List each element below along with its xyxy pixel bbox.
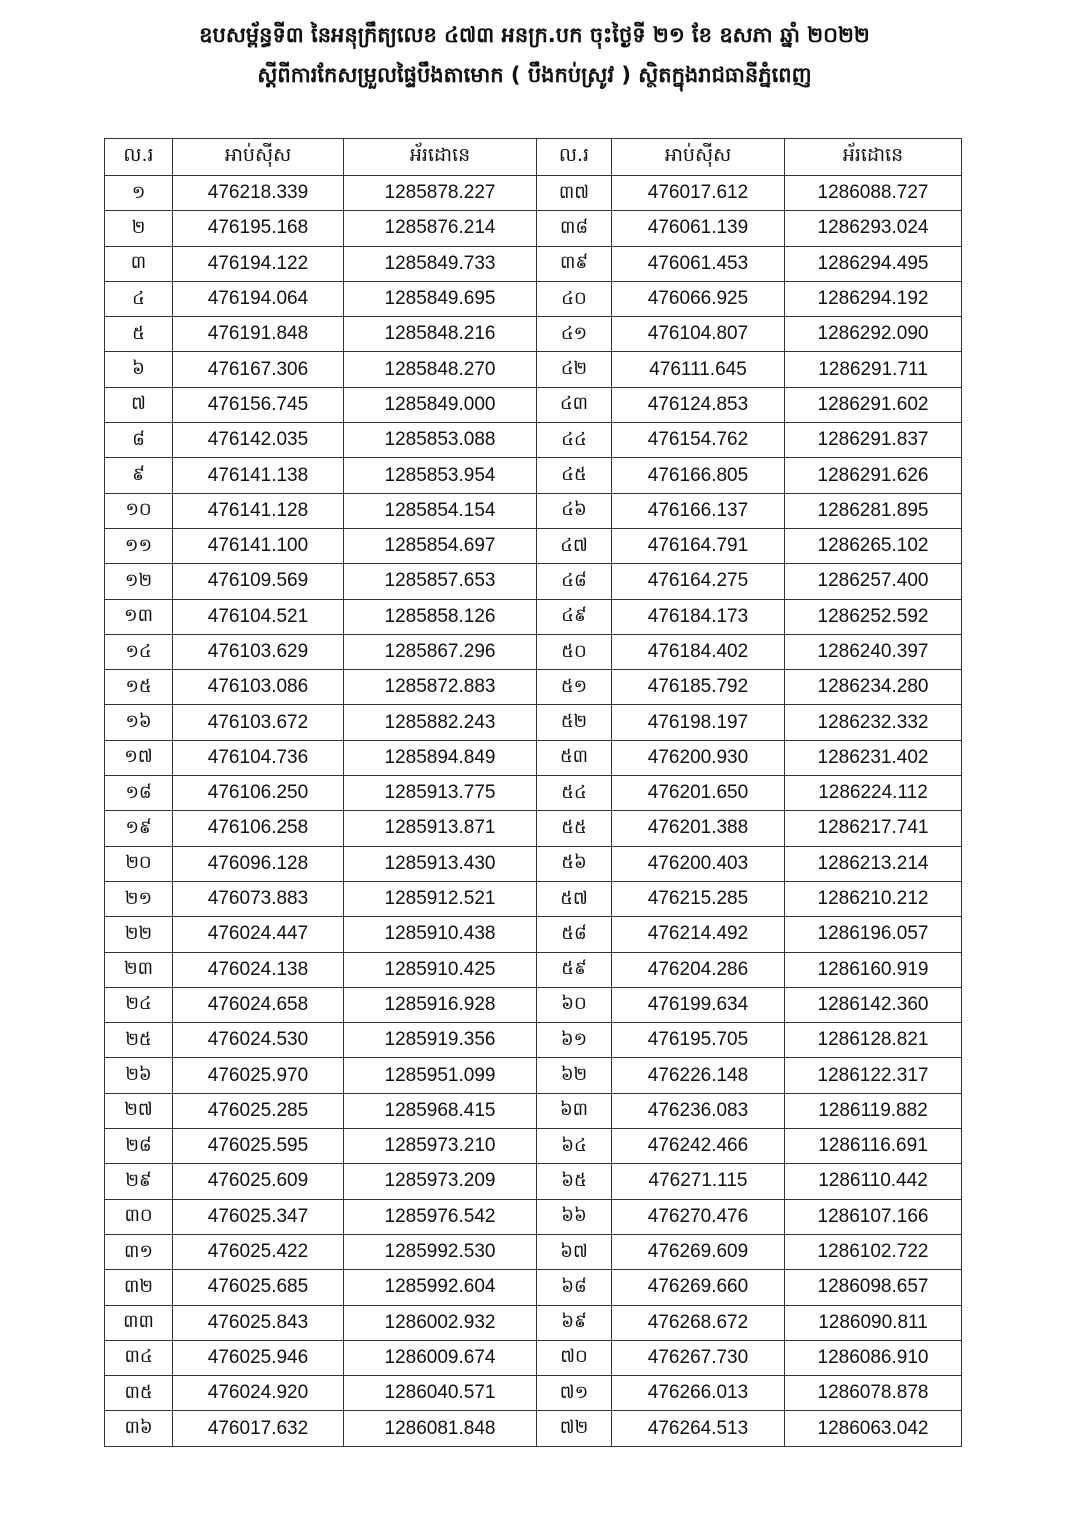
column-header-abscissa: អាប់ស៊ីស bbox=[173, 139, 344, 176]
column-header-no-2: ល.រ bbox=[537, 139, 612, 176]
table-row bbox=[105, 1199, 962, 1234]
ordinate-value: 1286002.932 bbox=[344, 1305, 537, 1340]
point-number-2: ៥៨ bbox=[537, 917, 612, 952]
point-number: ៤ bbox=[105, 281, 173, 316]
table-row bbox=[105, 423, 962, 458]
abscissa-value: 476141.138 bbox=[173, 458, 344, 493]
point-number: ២២ bbox=[105, 917, 173, 952]
ordinate-value: 1285976.542 bbox=[344, 1199, 537, 1234]
table-row bbox=[105, 670, 962, 705]
table-row bbox=[105, 1411, 962, 1446]
ordinate-value: 1285857.653 bbox=[344, 564, 537, 599]
table-row bbox=[105, 528, 962, 563]
ordinate-value-2: 1286252.592 bbox=[785, 599, 962, 634]
abscissa-value-2: 476271.115 bbox=[612, 1164, 785, 1199]
point-number: ៧ bbox=[105, 387, 173, 422]
abscissa-value: 476142.035 bbox=[173, 423, 344, 458]
ordinate-value-2: 1286110.442 bbox=[785, 1164, 962, 1199]
point-number-2: ៣៨ bbox=[537, 211, 612, 246]
ordinate-value-2: 1286116.691 bbox=[785, 1129, 962, 1164]
point-number-2: ៥៤ bbox=[537, 776, 612, 811]
abscissa-value: 476104.521 bbox=[173, 599, 344, 634]
point-number: ១៦ bbox=[105, 705, 173, 740]
ordinate-value-2: 1286231.402 bbox=[785, 740, 962, 775]
point-number: ២៤ bbox=[105, 987, 173, 1022]
abscissa-value-2: 476270.476 bbox=[612, 1199, 785, 1234]
abscissa-value-2: 476268.672 bbox=[612, 1305, 785, 1340]
abscissa-value: 476103.672 bbox=[173, 705, 344, 740]
point-number-2: ៦៦ bbox=[537, 1199, 612, 1234]
ordinate-value: 1285849.000 bbox=[344, 387, 537, 422]
abscissa-value-2: 476242.466 bbox=[612, 1129, 785, 1164]
point-number: ២៧ bbox=[105, 1093, 173, 1128]
abscissa-value-2: 476199.634 bbox=[612, 987, 785, 1022]
table-row bbox=[105, 493, 962, 528]
table-row bbox=[105, 1164, 962, 1199]
ordinate-value: 1286040.571 bbox=[344, 1376, 537, 1411]
table-row bbox=[105, 211, 962, 246]
table-row bbox=[105, 1093, 962, 1128]
table-row bbox=[105, 317, 962, 352]
point-number-2: ៦២ bbox=[537, 1058, 612, 1093]
point-number-2: ៦០ bbox=[537, 987, 612, 1022]
table-row bbox=[105, 1270, 962, 1305]
abscissa-value: 476024.920 bbox=[173, 1376, 344, 1411]
ordinate-value: 1285853.088 bbox=[344, 423, 537, 458]
abscissa-value: 476024.658 bbox=[173, 987, 344, 1022]
ordinate-value: 1285894.849 bbox=[344, 740, 537, 775]
point-number: ៣៦ bbox=[105, 1411, 173, 1446]
table-row bbox=[105, 1305, 962, 1340]
abscissa-value: 476025.595 bbox=[173, 1129, 344, 1164]
point-number: ១ bbox=[105, 176, 173, 211]
abscissa-value-2: 476124.853 bbox=[612, 387, 785, 422]
ordinate-value: 1285973.210 bbox=[344, 1129, 537, 1164]
point-number: ៦ bbox=[105, 352, 173, 387]
point-number: ១២ bbox=[105, 564, 173, 599]
abscissa-value-2: 476166.137 bbox=[612, 493, 785, 528]
abscissa-value: 476024.138 bbox=[173, 952, 344, 987]
point-number-2: ៧២ bbox=[537, 1411, 612, 1446]
point-number-2: ៥១ bbox=[537, 670, 612, 705]
point-number: ១៤ bbox=[105, 634, 173, 669]
ordinate-value-2: 1286265.102 bbox=[785, 528, 962, 563]
ordinate-value-2: 1286196.057 bbox=[785, 917, 962, 952]
abscissa-value-2: 476111.645 bbox=[612, 352, 785, 387]
point-number: ៩ bbox=[105, 458, 173, 493]
table-row bbox=[105, 246, 962, 281]
point-number-2: ៥៣ bbox=[537, 740, 612, 775]
point-number: ១៧ bbox=[105, 740, 173, 775]
point-number: ១០ bbox=[105, 493, 173, 528]
table-row bbox=[105, 387, 962, 422]
ordinate-value-2: 1286107.166 bbox=[785, 1199, 962, 1234]
table-row bbox=[105, 881, 962, 916]
abscissa-value-2: 476267.730 bbox=[612, 1340, 785, 1375]
ordinate-value: 1285854.154 bbox=[344, 493, 537, 528]
abscissa-value: 476141.128 bbox=[173, 493, 344, 528]
ordinate-value: 1285882.243 bbox=[344, 705, 537, 740]
column-header-abscissa-2: អាប់ស៊ីស bbox=[612, 139, 785, 176]
column-header-ordinate-2: អ័រដោនេ bbox=[785, 139, 962, 176]
abscissa-value: 476195.168 bbox=[173, 211, 344, 246]
point-number-2: ៤៤ bbox=[537, 423, 612, 458]
point-number-2: ៤១ bbox=[537, 317, 612, 352]
column-header-no: ល.រ bbox=[105, 139, 173, 176]
ordinate-value-2: 1286086.910 bbox=[785, 1340, 962, 1375]
abscissa-value: 476141.100 bbox=[173, 528, 344, 563]
point-number: ២៦ bbox=[105, 1058, 173, 1093]
ordinate-value: 1286081.848 bbox=[344, 1411, 537, 1446]
abscissa-value: 476106.250 bbox=[173, 776, 344, 811]
table-row bbox=[105, 352, 962, 387]
table-row bbox=[105, 740, 962, 775]
abscissa-value: 476218.339 bbox=[173, 176, 344, 211]
abscissa-value-2: 476264.513 bbox=[612, 1411, 785, 1446]
point-number: ២១ bbox=[105, 881, 173, 916]
abscissa-value: 476025.609 bbox=[173, 1164, 344, 1199]
table-row bbox=[105, 458, 962, 493]
abscissa-value: 476106.258 bbox=[173, 811, 344, 846]
ordinate-value-2: 1286128.821 bbox=[785, 1023, 962, 1058]
ordinate-value-2: 1286234.280 bbox=[785, 670, 962, 705]
ordinate-value-2: 1286088.727 bbox=[785, 176, 962, 211]
table-row bbox=[105, 1058, 962, 1093]
abscissa-value: 476103.629 bbox=[173, 634, 344, 669]
abscissa-value-2: 476204.286 bbox=[612, 952, 785, 987]
ordinate-value: 1285913.775 bbox=[344, 776, 537, 811]
point-number: ៣៥ bbox=[105, 1376, 173, 1411]
point-number-2: ៦៩ bbox=[537, 1305, 612, 1340]
point-number: ៣២ bbox=[105, 1270, 173, 1305]
abscissa-value: 476024.530 bbox=[173, 1023, 344, 1058]
abscissa-value-2: 476185.792 bbox=[612, 670, 785, 705]
point-number: ៣៣ bbox=[105, 1305, 173, 1340]
coordinates-table bbox=[104, 138, 962, 1447]
ordinate-value: 1285872.883 bbox=[344, 670, 537, 705]
abscissa-value-2: 476066.925 bbox=[612, 281, 785, 316]
ordinate-value-2: 1286122.317 bbox=[785, 1058, 962, 1093]
abscissa-value-2: 476164.791 bbox=[612, 528, 785, 563]
ordinate-value: 1285848.216 bbox=[344, 317, 537, 352]
abscissa-value: 476103.086 bbox=[173, 670, 344, 705]
abscissa-value-2: 476215.285 bbox=[612, 881, 785, 916]
point-number-2: ៤៧ bbox=[537, 528, 612, 563]
abscissa-value: 476194.064 bbox=[173, 281, 344, 316]
table-row bbox=[105, 987, 962, 1022]
point-number: ១១ bbox=[105, 528, 173, 563]
abscissa-value-2: 476226.148 bbox=[612, 1058, 785, 1093]
table-header bbox=[105, 139, 962, 176]
point-number-2: ៧១ bbox=[537, 1376, 612, 1411]
ordinate-value: 1285867.296 bbox=[344, 634, 537, 669]
ordinate-value: 1285853.954 bbox=[344, 458, 537, 493]
point-number-2: ៣៩ bbox=[537, 246, 612, 281]
ordinate-value: 1285910.425 bbox=[344, 952, 537, 987]
column-header-ordinate: អ័រដោនេ bbox=[344, 139, 537, 176]
table-row bbox=[105, 564, 962, 599]
point-number: ១៨ bbox=[105, 776, 173, 811]
ordinate-value-2: 1286142.360 bbox=[785, 987, 962, 1022]
ordinate-value-2: 1286090.811 bbox=[785, 1305, 962, 1340]
ordinate-value-2: 1286102.722 bbox=[785, 1234, 962, 1269]
ordinate-value: 1285916.928 bbox=[344, 987, 537, 1022]
point-number: ១៩ bbox=[105, 811, 173, 846]
abscissa-value-2: 476061.139 bbox=[612, 211, 785, 246]
point-number-2: ៤០ bbox=[537, 281, 612, 316]
ordinate-value-2: 1286063.042 bbox=[785, 1411, 962, 1446]
point-number-2: ៥៥ bbox=[537, 811, 612, 846]
point-number: ១៣ bbox=[105, 599, 173, 634]
ordinate-value: 1285910.438 bbox=[344, 917, 537, 952]
abscissa-value-2: 476236.083 bbox=[612, 1093, 785, 1128]
ordinate-value: 1285849.733 bbox=[344, 246, 537, 281]
ordinate-value-2: 1286291.626 bbox=[785, 458, 962, 493]
point-number-2: ៤៥ bbox=[537, 458, 612, 493]
point-number: ៨ bbox=[105, 423, 173, 458]
point-number-2: ៥២ bbox=[537, 705, 612, 740]
abscissa-value-2: 476166.805 bbox=[612, 458, 785, 493]
point-number-2: ៦៣ bbox=[537, 1093, 612, 1128]
point-number: ២៣ bbox=[105, 952, 173, 987]
point-number: ១៥ bbox=[105, 670, 173, 705]
table-row bbox=[105, 1234, 962, 1269]
table-header-row bbox=[105, 139, 962, 176]
ordinate-value: 1285919.356 bbox=[344, 1023, 537, 1058]
ordinate-value-2: 1286292.090 bbox=[785, 317, 962, 352]
abscissa-value-2: 476201.650 bbox=[612, 776, 785, 811]
ordinate-value: 1285848.270 bbox=[344, 352, 537, 387]
table-row bbox=[105, 917, 962, 952]
abscissa-value-2: 476104.807 bbox=[612, 317, 785, 352]
abscissa-value: 476167.306 bbox=[173, 352, 344, 387]
ordinate-value-2: 1286217.741 bbox=[785, 811, 962, 846]
abscissa-value: 476156.745 bbox=[173, 387, 344, 422]
point-number: ៣ bbox=[105, 246, 173, 281]
abscissa-value: 476025.843 bbox=[173, 1305, 344, 1340]
ordinate-value: 1285854.697 bbox=[344, 528, 537, 563]
abscissa-value-2: 476198.197 bbox=[612, 705, 785, 740]
abscissa-value: 476104.736 bbox=[173, 740, 344, 775]
table-row bbox=[105, 846, 962, 881]
annex-title: ឧបសម្ព័ន្ធទី៣ នៃអនុក្រឹត្យលេខ ៤៧៣ អនក្រ.បក ចុះថ្ងៃទី ២១ ខែ ឧសភា ឆ្នាំ ២០២២ bbox=[199, 23, 870, 47]
point-number-2: ៦១ bbox=[537, 1023, 612, 1058]
abscissa-value-2: 476200.403 bbox=[612, 846, 785, 881]
ordinate-value: 1285951.099 bbox=[344, 1058, 537, 1093]
abscissa-value-2: 476269.660 bbox=[612, 1270, 785, 1305]
ordinate-value: 1285973.209 bbox=[344, 1164, 537, 1199]
abscissa-value: 476017.632 bbox=[173, 1411, 344, 1446]
abscissa-value: 476025.946 bbox=[173, 1340, 344, 1375]
ordinate-value-2: 1286213.214 bbox=[785, 846, 962, 881]
ordinate-value-2: 1286291.711 bbox=[785, 352, 962, 387]
ordinate-value-2: 1286240.397 bbox=[785, 634, 962, 669]
point-number-2: ៧០ bbox=[537, 1340, 612, 1375]
ordinate-value-2: 1286291.602 bbox=[785, 387, 962, 422]
point-number: ២ bbox=[105, 211, 173, 246]
abscissa-value-2: 476195.705 bbox=[612, 1023, 785, 1058]
table-row bbox=[105, 776, 962, 811]
abscissa-value-2: 476201.388 bbox=[612, 811, 785, 846]
ordinate-value-2: 1286293.024 bbox=[785, 211, 962, 246]
ordinate-value-2: 1286119.882 bbox=[785, 1093, 962, 1128]
abscissa-value: 476025.347 bbox=[173, 1199, 344, 1234]
ordinate-value-2: 1286098.657 bbox=[785, 1270, 962, 1305]
ordinate-value-2: 1286210.212 bbox=[785, 881, 962, 916]
abscissa-value-2: 476184.402 bbox=[612, 634, 785, 669]
abscissa-value-2: 476061.453 bbox=[612, 246, 785, 281]
table-row bbox=[105, 1376, 962, 1411]
ordinate-value-2: 1286257.400 bbox=[785, 564, 962, 599]
abscissa-value: 476096.128 bbox=[173, 846, 344, 881]
ordinate-value-2: 1286291.837 bbox=[785, 423, 962, 458]
point-number-2: ៦៧ bbox=[537, 1234, 612, 1269]
abscissa-value: 476025.422 bbox=[173, 1234, 344, 1269]
point-number-2: ៦៨ bbox=[537, 1270, 612, 1305]
point-number-2: ៥៦ bbox=[537, 846, 612, 881]
abscissa-value-2: 476184.173 bbox=[612, 599, 785, 634]
abscissa-value: 476025.970 bbox=[173, 1058, 344, 1093]
ordinate-value: 1285968.415 bbox=[344, 1093, 537, 1128]
point-number: ៥ bbox=[105, 317, 173, 352]
point-number-2: ៦៥ bbox=[537, 1164, 612, 1199]
point-number: ២៥ bbox=[105, 1023, 173, 1058]
point-number: ២៨ bbox=[105, 1129, 173, 1164]
ordinate-value: 1285913.871 bbox=[344, 811, 537, 846]
abscissa-value: 476025.285 bbox=[173, 1093, 344, 1128]
abscissa-value-2: 476269.609 bbox=[612, 1234, 785, 1269]
point-number: ៣១ bbox=[105, 1234, 173, 1269]
ordinate-value-2: 1286294.192 bbox=[785, 281, 962, 316]
point-number-2: ៥៧ bbox=[537, 881, 612, 916]
point-number: ២៩ bbox=[105, 1164, 173, 1199]
point-number-2: ៣៧ bbox=[537, 176, 612, 211]
ordinate-value: 1286009.674 bbox=[344, 1340, 537, 1375]
abscissa-value-2: 476164.275 bbox=[612, 564, 785, 599]
ordinate-value: 1285913.430 bbox=[344, 846, 537, 881]
table-row bbox=[105, 599, 962, 634]
table-row bbox=[105, 176, 962, 211]
abscissa-value: 476191.848 bbox=[173, 317, 344, 352]
abscissa-value: 476024.447 bbox=[173, 917, 344, 952]
table-row bbox=[105, 1023, 962, 1058]
annex-subtitle: ស្ដីពីការកែសម្រួលផ្ទៃបឹងតាមោក ( បឹងកប់ស្រូវ ) ស្ថិតក្នុងរាជធានីភ្នំពេញ bbox=[257, 63, 812, 87]
table-row bbox=[105, 281, 962, 316]
point-number-2: ៦៤ bbox=[537, 1129, 612, 1164]
abscissa-value: 476109.569 bbox=[173, 564, 344, 599]
point-number-2: ៤៦ bbox=[537, 493, 612, 528]
table-body bbox=[105, 176, 962, 1447]
abscissa-value: 476025.685 bbox=[173, 1270, 344, 1305]
ordinate-value-2: 1286294.495 bbox=[785, 246, 962, 281]
ordinate-value: 1285878.227 bbox=[344, 176, 537, 211]
abscissa-value-2: 476214.492 bbox=[612, 917, 785, 952]
point-number-2: ៥៩ bbox=[537, 952, 612, 987]
table-row bbox=[105, 634, 962, 669]
point-number: ៣០ bbox=[105, 1199, 173, 1234]
point-number-2: ៤៨ bbox=[537, 564, 612, 599]
ordinate-value: 1285876.214 bbox=[344, 211, 537, 246]
table-row bbox=[105, 1340, 962, 1375]
ordinate-value: 1285849.695 bbox=[344, 281, 537, 316]
abscissa-value: 476194.122 bbox=[173, 246, 344, 281]
ordinate-value: 1285858.126 bbox=[344, 599, 537, 634]
document-header bbox=[0, 18, 1069, 92]
point-number-2: ៤៣ bbox=[537, 387, 612, 422]
table-row bbox=[105, 811, 962, 846]
abscissa-value-2: 476017.612 bbox=[612, 176, 785, 211]
point-number-2: ៤២ bbox=[537, 352, 612, 387]
ordinate-value-2: 1286160.919 bbox=[785, 952, 962, 987]
abscissa-value-2: 476266.013 bbox=[612, 1376, 785, 1411]
table-row bbox=[105, 1129, 962, 1164]
ordinate-value-2: 1286078.878 bbox=[785, 1376, 962, 1411]
abscissa-value-2: 476154.762 bbox=[612, 423, 785, 458]
ordinate-value-2: 1286224.112 bbox=[785, 776, 962, 811]
point-number-2: ៤៩ bbox=[537, 599, 612, 634]
ordinate-value: 1285912.521 bbox=[344, 881, 537, 916]
point-number: ៣៤ bbox=[105, 1340, 173, 1375]
table-row bbox=[105, 705, 962, 740]
ordinate-value-2: 1286281.895 bbox=[785, 493, 962, 528]
abscissa-value: 476073.883 bbox=[173, 881, 344, 916]
ordinate-value: 1285992.604 bbox=[344, 1270, 537, 1305]
point-number: ២០ bbox=[105, 846, 173, 881]
abscissa-value-2: 476200.930 bbox=[612, 740, 785, 775]
ordinate-value: 1285992.530 bbox=[344, 1234, 537, 1269]
point-number-2: ៥០ bbox=[537, 634, 612, 669]
table-row bbox=[105, 952, 962, 987]
ordinate-value-2: 1286232.332 bbox=[785, 705, 962, 740]
